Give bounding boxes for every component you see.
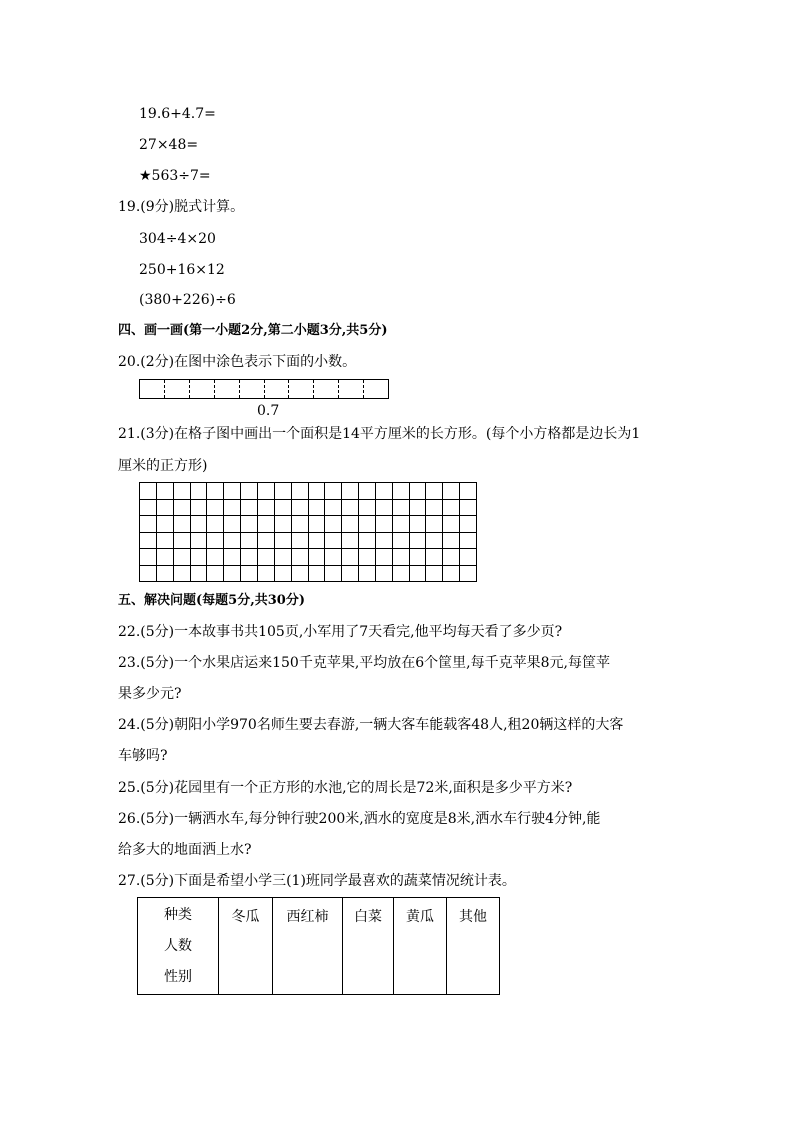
question-26-line-1: 26.(5分)一辆洒水车,每分钟行驶200米,洒水的宽度是8米,洒水车行驶4分钟,能 (118, 811, 601, 827)
column-header: 西红柿 (273, 898, 343, 995)
vegetable-survey-table (137, 897, 500, 995)
section-5-heading: 五、解决问题(每题5分,共30分) (118, 593, 305, 608)
equation-1: 19.6+4.7= (139, 106, 216, 122)
column-header: 冬瓜 (219, 898, 273, 995)
header-gender: 性别 (164, 969, 192, 985)
question-21-line-1: 21.(3分)在格子图中画出一个面积是14平方厘米的长方形。(每个小方格都是边长为1 (118, 426, 641, 442)
decimal-value-label: 0.7 (257, 403, 280, 419)
question-24-line-1: 24.(5分)朝阳小学970名师生要去春游,一辆大客车能载客48人,租20辆这样的大客 (118, 717, 624, 733)
question-23-line-1: 23.(5分)一个水果店运来150千克苹果,平均放在6个筐里,每千克苹果8元,每筐苹 (118, 655, 610, 671)
question-20: 20.(2分)在图中涂色表示下面的小数。 (118, 354, 357, 370)
column-header: 白菜 (343, 898, 394, 995)
equation-2: 27×48= (139, 137, 199, 153)
question-19-b: 250+16×12 (139, 262, 225, 278)
header-count: 人数 (164, 938, 192, 954)
question-19-a: 304÷4×20 (139, 231, 216, 247)
column-header: 黄瓜 (394, 898, 447, 995)
square-grid (139, 482, 477, 582)
question-24-line-2: 车够吗? (118, 748, 168, 764)
decimal-strip (139, 379, 389, 399)
question-23-line-2: 果多少元? (118, 686, 182, 702)
question-26-line-2: 给多大的地面洒上水? (118, 842, 252, 858)
table-diagonal-header (138, 898, 219, 995)
question-27: 27.(5分)下面是希望小学三(1)班同学最喜欢的蔬菜情况统计表。 (118, 873, 516, 889)
question-22: 22.(5分)一本故事书共105页,小军用了7天看完,他平均每天看了多少页? (118, 624, 563, 640)
equation-3: ★563÷7= (139, 168, 211, 184)
header-category: 种类 (164, 907, 192, 923)
column-header: 其他 (447, 898, 500, 995)
question-21-line-2: 厘米的正方形) (118, 458, 208, 474)
section-4-heading: 四、画一画(第一小题2分,第二小题3分,共5分) (118, 323, 388, 338)
question-19-c: (380+226)÷6 (139, 292, 236, 308)
question-19: 19.(9分)脱式计算。 (118, 199, 245, 215)
question-25: 25.(5分)花园里有一个正方形的水池,它的周长是72米,面积是多少平方米? (118, 780, 573, 796)
